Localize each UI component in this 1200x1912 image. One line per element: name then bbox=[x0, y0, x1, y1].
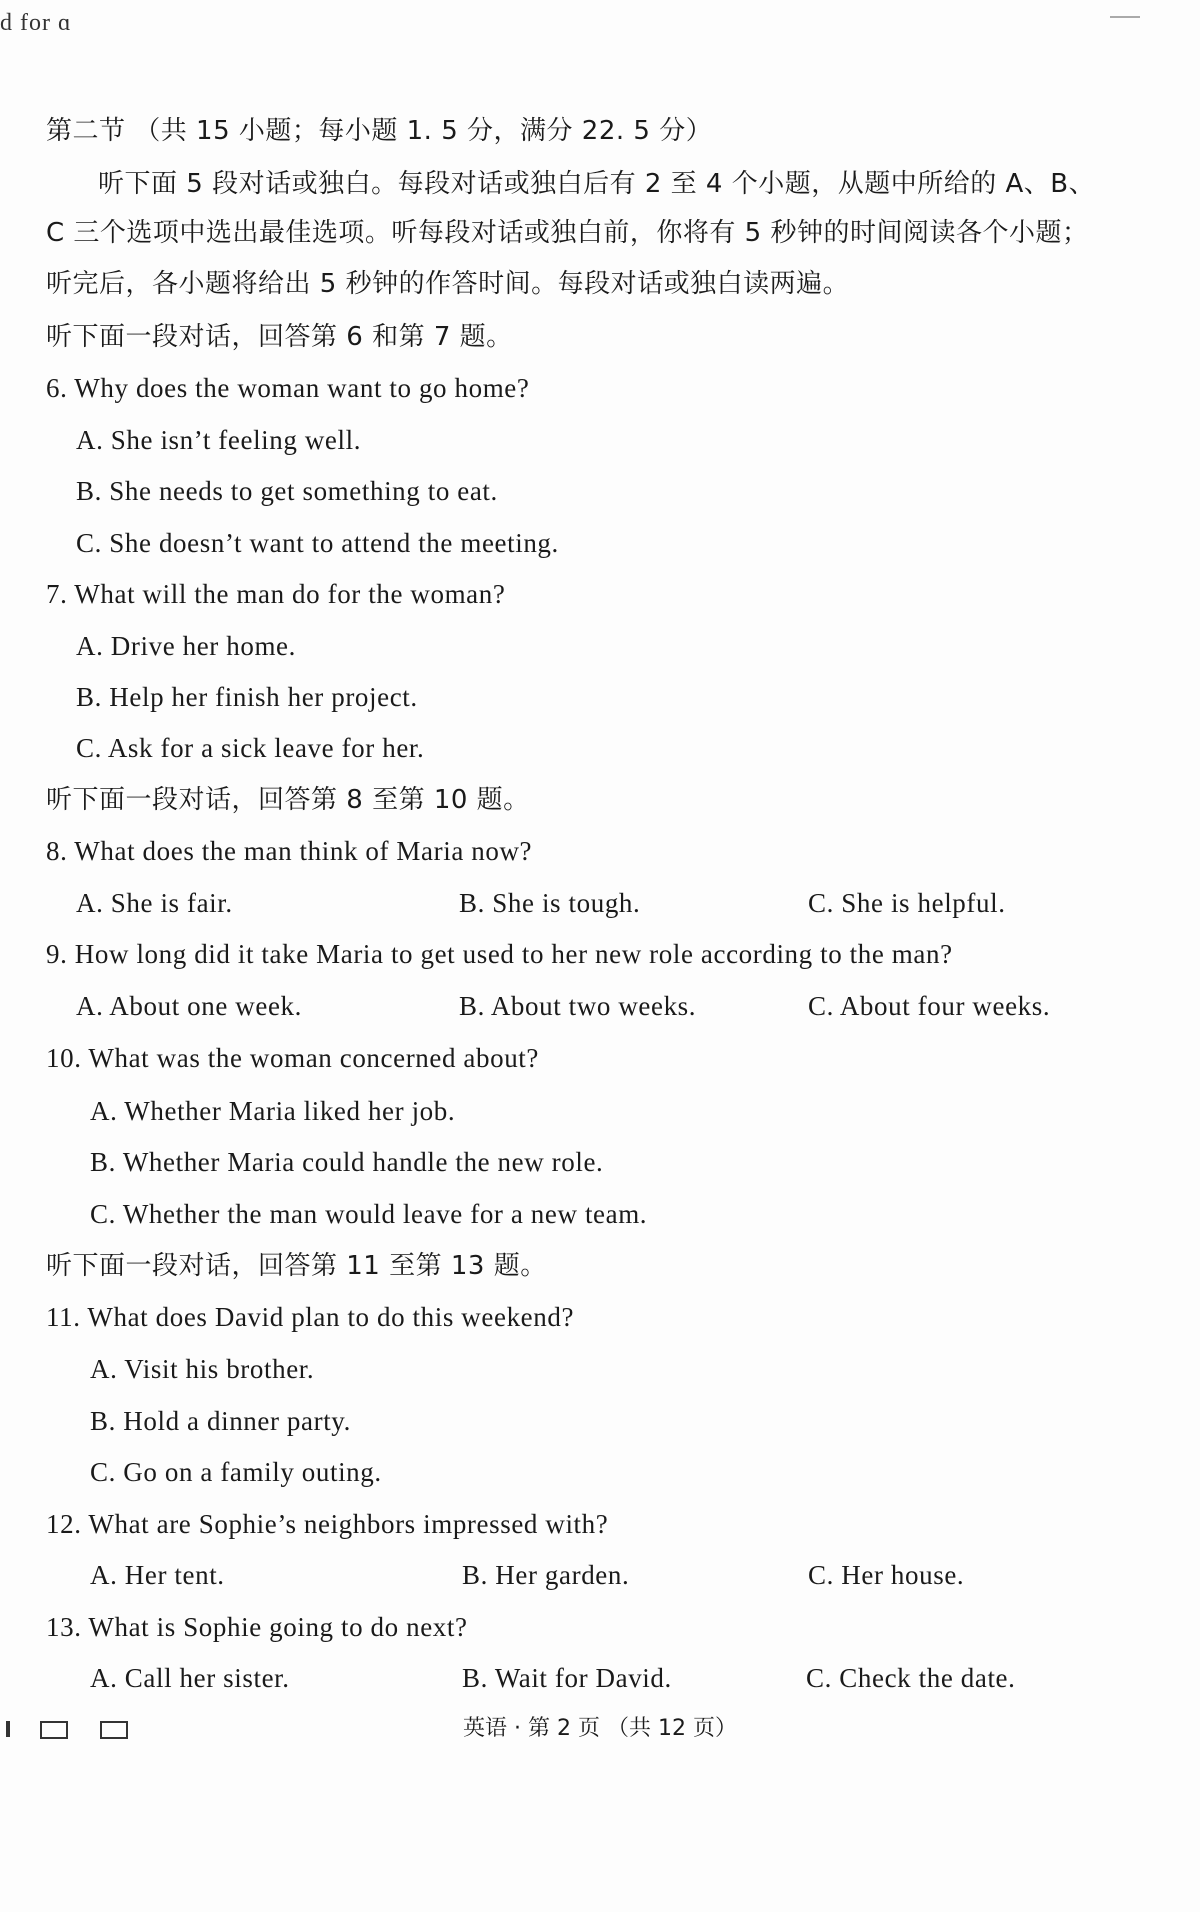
question-9-option-b: B. About two weeks. bbox=[459, 991, 697, 1021]
question-10-stem: 10. What was the woman concerned about? bbox=[46, 1043, 539, 1073]
question-12-option-c: C. Her house. bbox=[808, 1560, 965, 1590]
question-8-option-a: A. She is fair. bbox=[76, 888, 233, 918]
question-7-option-b: B. Help her finish her project. bbox=[76, 682, 418, 712]
question-8-option-b: B. She is tough. bbox=[459, 888, 641, 918]
question-12-option-b: B. Her garden. bbox=[462, 1560, 630, 1590]
question-9-option-c: C. About four weeks. bbox=[808, 991, 1051, 1021]
question-13-stem: 13. What is Sophie going to do next? bbox=[46, 1612, 468, 1642]
question-6-option-a: A. She isn’t feeling well. bbox=[76, 425, 362, 455]
instruction-line-3: 听完后，各小题将给出 5 秒钟的作答时间。每段对话或独白读两遍。 bbox=[46, 269, 850, 299]
question-8-option-c: C. She is helpful. bbox=[808, 888, 1006, 918]
group-intro-3: 听下面一段对话，回答第 11 至第 13 题。 bbox=[46, 1251, 547, 1281]
question-7-stem: 7. What will the man do for the woman? bbox=[46, 579, 506, 609]
question-7-option-a: A. Drive her home. bbox=[76, 631, 296, 661]
question-10-option-b: B. Whether Maria could handle the new role. bbox=[90, 1147, 604, 1177]
question-13-option-b: B. Wait for David. bbox=[462, 1663, 672, 1693]
question-13-options bbox=[0, 1661, 1200, 1695]
question-8-options bbox=[0, 886, 1200, 920]
question-12-options bbox=[0, 1558, 1200, 1592]
question-11-option-a: A. Visit his brother. bbox=[90, 1354, 315, 1384]
question-12-stem: 12. What are Sophie’s neighbors impressed with? bbox=[46, 1509, 609, 1539]
question-11-option-c: C. Go on a family outing. bbox=[90, 1457, 382, 1487]
question-7-option-c: C. Ask for a sick leave for her. bbox=[76, 733, 425, 763]
question-6-stem: 6. Why does the woman want to go home? bbox=[46, 373, 530, 403]
question-6-option-c: C. She doesn’t want to attend the meeting. bbox=[76, 528, 559, 558]
question-9-stem: 9. How long did it take Maria to get used to her new role according to the man? bbox=[46, 939, 953, 969]
question-10-option-c: C. Whether the man would leave for a new team. bbox=[90, 1199, 648, 1229]
question-11-option-b: B. Hold a dinner party. bbox=[90, 1406, 351, 1436]
question-9-options bbox=[0, 989, 1200, 1023]
question-13-option-c: C. Check the date. bbox=[806, 1663, 1016, 1693]
section-title: 第二节 （共 15 小题；每小题 1. 5 分，满分 22. 5 分） bbox=[46, 116, 713, 146]
page-number-label: 英语 · 第 2 页 （共 12 页） bbox=[463, 1716, 737, 1741]
instruction-line-2: C 三个选项中选出最佳选项。听每段对话或独白前，你将有 5 秒钟的时间阅读各个小题； bbox=[46, 218, 1089, 248]
page-footer bbox=[0, 1712, 1200, 1748]
question-9-option-a: A. About one week. bbox=[76, 991, 303, 1021]
question-11-stem: 11. What does David plan to do this weekend? bbox=[46, 1302, 575, 1332]
question-13-option-a: A. Call her sister. bbox=[90, 1663, 290, 1693]
question-8-stem: 8. What does the man think of Maria now? bbox=[46, 836, 533, 866]
instruction-line-1: 听下面 5 段对话或独白。每段对话或独白后有 2 至 4 个小题，从题中所给的 A、B、 bbox=[98, 169, 1096, 199]
top-left-fragment: d for ɑ bbox=[0, 10, 72, 36]
group-intro-1: 听下面一段对话，回答第 6 和第 7 题。 bbox=[46, 322, 513, 352]
question-12-option-a: A. Her tent. bbox=[90, 1560, 225, 1590]
group-intro-2: 听下面一段对话，回答第 8 至第 10 题。 bbox=[46, 785, 530, 815]
question-6-option-b: B. She needs to get something to eat. bbox=[76, 476, 498, 506]
question-10-option-a: A. Whether Maria liked her job. bbox=[90, 1096, 456, 1126]
top-right-mark bbox=[1110, 16, 1140, 18]
